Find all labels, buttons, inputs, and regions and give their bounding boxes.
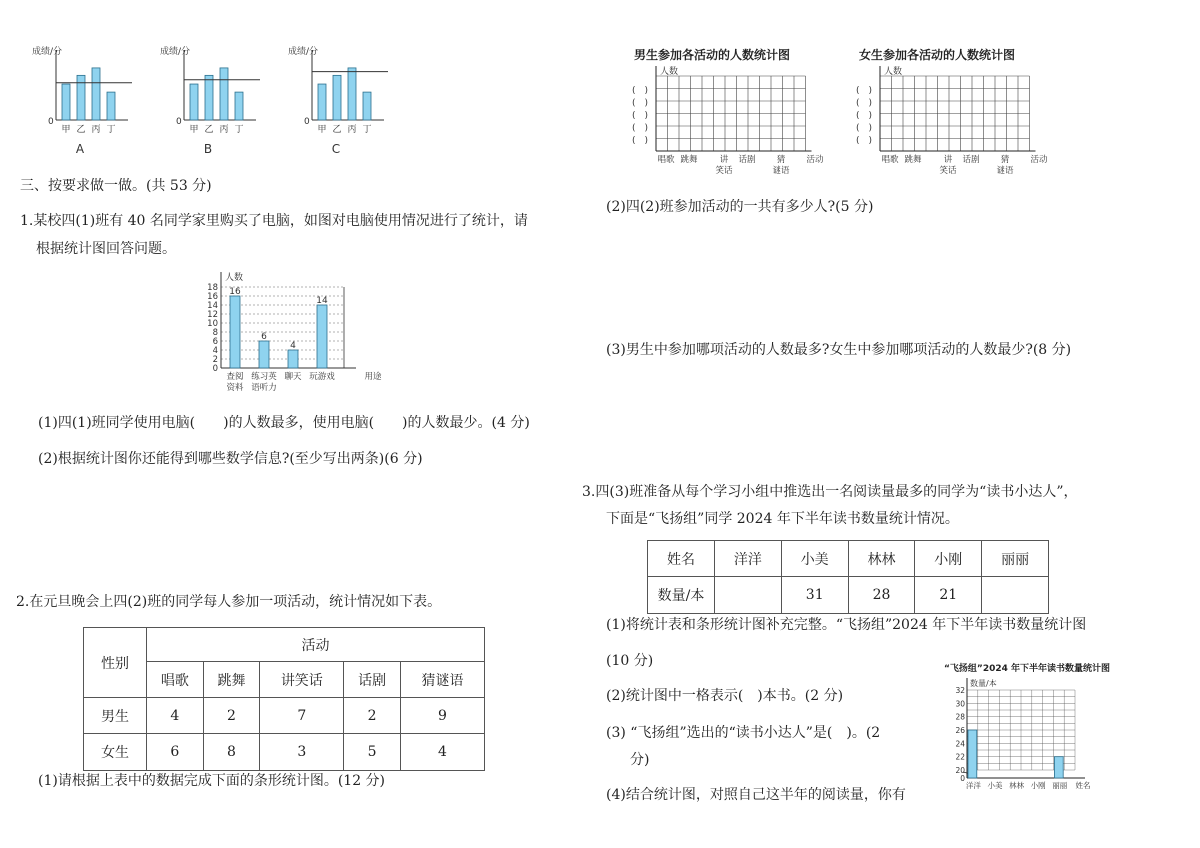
reading-bar-chart: [945, 676, 1095, 790]
tick-label: 30: [955, 699, 965, 709]
bar: [205, 75, 213, 120]
blank-tick: ( ): [632, 98, 649, 109]
bar: [288, 350, 298, 368]
category-label: 乙: [332, 125, 342, 135]
category-label: 跳舞: [904, 155, 922, 165]
bar: [62, 84, 70, 120]
bar: [235, 92, 243, 120]
tick-label: 0: [212, 364, 218, 374]
bar: [333, 75, 341, 120]
table-cell: 4: [400, 734, 484, 771]
blank-tick: ( ): [632, 123, 649, 134]
activity-col: 跳舞: [203, 662, 260, 698]
category-label: 猜: [1000, 155, 1010, 165]
q2-intro: 2.在元旦晚会上四(2)班的同学每人参加一项活动，统计情况如下表。: [16, 594, 442, 610]
blank-tick: ( ): [856, 123, 873, 134]
category-label: 小刚: [1030, 781, 1046, 790]
bar: [190, 84, 198, 120]
table-cell: 9: [400, 698, 484, 734]
bar: [92, 68, 100, 120]
category-label: 跳舞: [680, 155, 698, 165]
qty-header: 数量/本: [648, 577, 715, 614]
category-label: 资料: [226, 383, 244, 393]
q3-sub3a: (3) “飞扬组”选出的“读书小达人”是( )。(2: [606, 725, 881, 741]
tick-label: 0: [960, 774, 965, 783]
ylabel: 数量/本: [970, 679, 997, 688]
ylabel: 人数: [884, 67, 903, 77]
q2-sub1: (1)请根据上表中的数据完成下面的条形统计图。(12 分): [38, 773, 386, 789]
blank-tick: ( ): [856, 86, 873, 96]
category-label: 乙: [76, 125, 86, 135]
category-label: 甲: [61, 125, 71, 135]
category-label: 活动: [806, 155, 824, 165]
table-cell: 5: [344, 734, 401, 771]
q1-text-line1: 1.某校四(1)班有 40 名同学家里购买了电脑，如图对电脑使用情况进行了统计，请: [20, 213, 528, 229]
category-label: 丙: [91, 125, 101, 135]
q3-sub2: (2)统计图中一格表示( )本书。(2 分): [606, 688, 844, 704]
bar: [107, 92, 115, 120]
tick-label: 18: [207, 283, 218, 293]
gender-header: 性别: [84, 628, 147, 698]
table-cell: 7: [260, 698, 344, 734]
name-header: 姓名: [648, 541, 715, 577]
tick-label: 4: [212, 346, 218, 356]
category-label: 甲: [189, 125, 199, 135]
zero-label: 0: [176, 117, 182, 127]
category-label: 玩游戏: [309, 372, 335, 382]
category-label: 话剧: [738, 155, 756, 165]
name-col: 洋洋: [715, 541, 782, 577]
q2-sub2: (2)四(2)班参加活动的一共有多少人?(5 分): [606, 199, 874, 215]
boys-activity-grid-chart: [622, 64, 837, 180]
q1-sub2: (2)根据统计图你还能得到哪些数学信息?(至少写出两条)(6 分): [38, 451, 423, 467]
qty-cell: [715, 577, 782, 614]
activity-col: 猜谜语: [400, 662, 484, 698]
zero-label: 0: [304, 117, 310, 127]
category-label: 丙: [219, 125, 229, 135]
category-label: 小美: [987, 781, 1003, 790]
category-label: 讲: [719, 155, 729, 165]
tick-label: 22: [955, 752, 965, 762]
tick-label: 16: [207, 292, 218, 302]
section-heading: 三、按要求做一做。(共 53 分): [20, 178, 212, 194]
category-label: 练习英: [251, 372, 277, 382]
xlabel: 用途: [364, 372, 382, 382]
qty-cell: 28: [848, 577, 915, 614]
qty-cell: [982, 577, 1049, 614]
table-cell: 3: [260, 734, 344, 771]
tick-label: 20: [955, 766, 965, 775]
row-label-boys: 男生: [84, 698, 147, 734]
blank-tick: ( ): [856, 111, 873, 121]
tick-label: 26: [955, 726, 965, 735]
activity-col: 话剧: [344, 662, 401, 698]
activity-col: 讲笑话: [260, 662, 344, 698]
blank-tick: ( ): [632, 136, 649, 146]
data-label: 6: [261, 332, 267, 342]
category-label: 聊天: [284, 372, 302, 382]
table-cell: 6: [147, 734, 204, 771]
bar: [220, 68, 228, 120]
category-label: 洋洋: [965, 781, 981, 790]
name-col: 小美: [781, 541, 848, 577]
bar: [77, 75, 85, 120]
bar: [1054, 757, 1063, 778]
bar: [230, 296, 240, 368]
category-label: 丽丽: [1052, 781, 1068, 790]
category-label: 话剧: [962, 155, 980, 165]
q3-text-line1: 3.四(3)班准备从每个学习小组中推选出一名阅读量最多的同学为“读书小达人”，: [582, 484, 1078, 500]
category-label: 林林: [1009, 781, 1025, 790]
bar: [968, 730, 977, 778]
data-label: 4: [290, 341, 296, 351]
tick-label: 24: [955, 739, 965, 749]
q3-text-line2: 下面是“飞扬组”同学 2024 年下半年读书数量统计情况。: [606, 511, 959, 527]
q1-text-line2: 根据统计图回答问题。: [36, 241, 176, 257]
name-col: 小刚: [915, 541, 982, 577]
activity-col: 唱歌: [147, 662, 204, 698]
reading-chart-title: “飞扬组”2024 年下半年读书数量统计图: [944, 664, 1111, 674]
tick-label: 14: [207, 301, 218, 311]
table-cell: 4: [147, 698, 204, 734]
category-label: 语听力: [251, 383, 277, 393]
ylabel: 成绩/分: [32, 47, 63, 57]
category-label: 唱歌: [657, 155, 675, 165]
table-cell: 2: [344, 698, 401, 734]
tick-label: 8: [212, 328, 218, 338]
zero-label: 0: [48, 117, 54, 127]
category-label: 笑话: [939, 166, 957, 176]
option-charts: [20, 38, 400, 158]
category-label: 唱歌: [881, 155, 899, 165]
table-cell: 2: [203, 698, 260, 734]
bar: [318, 84, 326, 120]
boys-chart-title: 男生参加各活动的人数统计图: [634, 48, 791, 62]
qty-cell: 31: [781, 577, 848, 614]
tick-label: 6: [212, 337, 218, 347]
name-col: 林林: [848, 541, 915, 577]
category-label: 丁: [106, 125, 116, 135]
category-label: 丙: [347, 125, 357, 135]
ylabel: 人数: [225, 273, 244, 283]
tick-label: 10: [207, 319, 218, 329]
category-label: 谜语: [996, 166, 1014, 176]
name-col: 丽丽: [982, 541, 1049, 577]
ylabel: 成绩/分: [288, 47, 319, 57]
bar: [348, 68, 356, 120]
option-label: B: [203, 142, 213, 156]
blank-tick: ( ): [856, 98, 873, 109]
q3-sub1a: (1)将统计表和条形统计图补充完整。“飞扬组”2024 年下半年读书数量统计图: [606, 617, 1087, 633]
tick-label: 2: [212, 355, 218, 365]
category-label: 活动: [1030, 155, 1048, 165]
category-label: 丁: [234, 125, 244, 135]
tick-label: 28: [955, 712, 965, 722]
girls-activity-grid-chart: [846, 64, 1061, 180]
q3-sub3b: 分): [630, 752, 650, 768]
category-label: 猜: [776, 155, 786, 165]
usage-bar-chart: [195, 268, 385, 393]
blank-tick: ( ): [632, 86, 649, 96]
row-label-girls: 女生: [84, 734, 147, 771]
ylabel: 人数: [660, 67, 679, 77]
activity-header: 活动: [147, 628, 485, 662]
category-label: 讲: [943, 155, 953, 165]
table-cell: 8: [203, 734, 260, 771]
data-label: 14: [316, 296, 328, 306]
category-label: 查阅: [226, 372, 244, 382]
blank-tick: ( ): [632, 111, 649, 121]
bar: [363, 92, 371, 120]
category-label: 甲: [317, 125, 327, 135]
blank-tick: ( ): [856, 136, 873, 146]
tick-label: 12: [207, 310, 218, 320]
category-label: 乙: [204, 125, 214, 135]
category-label: 笑话: [715, 166, 733, 176]
q2-sub3: (3)男生中参加哪项活动的人数最多?女生中参加哪项活动的人数最少?(8 分): [606, 342, 1072, 358]
category-label: 谜语: [772, 166, 790, 176]
reading-table: [647, 540, 1049, 614]
category-label: 丁: [362, 125, 372, 135]
bar: [317, 305, 327, 368]
tick-label: 32: [955, 686, 965, 695]
girls-chart-title: 女生参加各活动的人数统计图: [859, 48, 1016, 62]
bar: [259, 341, 269, 368]
option-label: C: [331, 142, 341, 156]
ylabel: 成绩/分: [160, 47, 191, 57]
q3-sub4: (4)结合统计图，对照自己这半年的阅读量，你有: [606, 787, 906, 803]
activity-table: [83, 627, 485, 771]
q3-sub1b: (10 分): [606, 653, 654, 669]
qty-cell: 21: [915, 577, 982, 614]
data-label: 16: [229, 287, 241, 297]
option-label: A: [75, 142, 85, 156]
xlabel: 姓名: [1075, 781, 1091, 790]
q1-sub1: (1)四(1)班同学使用电脑( )的人数最多，使用电脑( )的人数最少。(4 分): [38, 415, 530, 431]
